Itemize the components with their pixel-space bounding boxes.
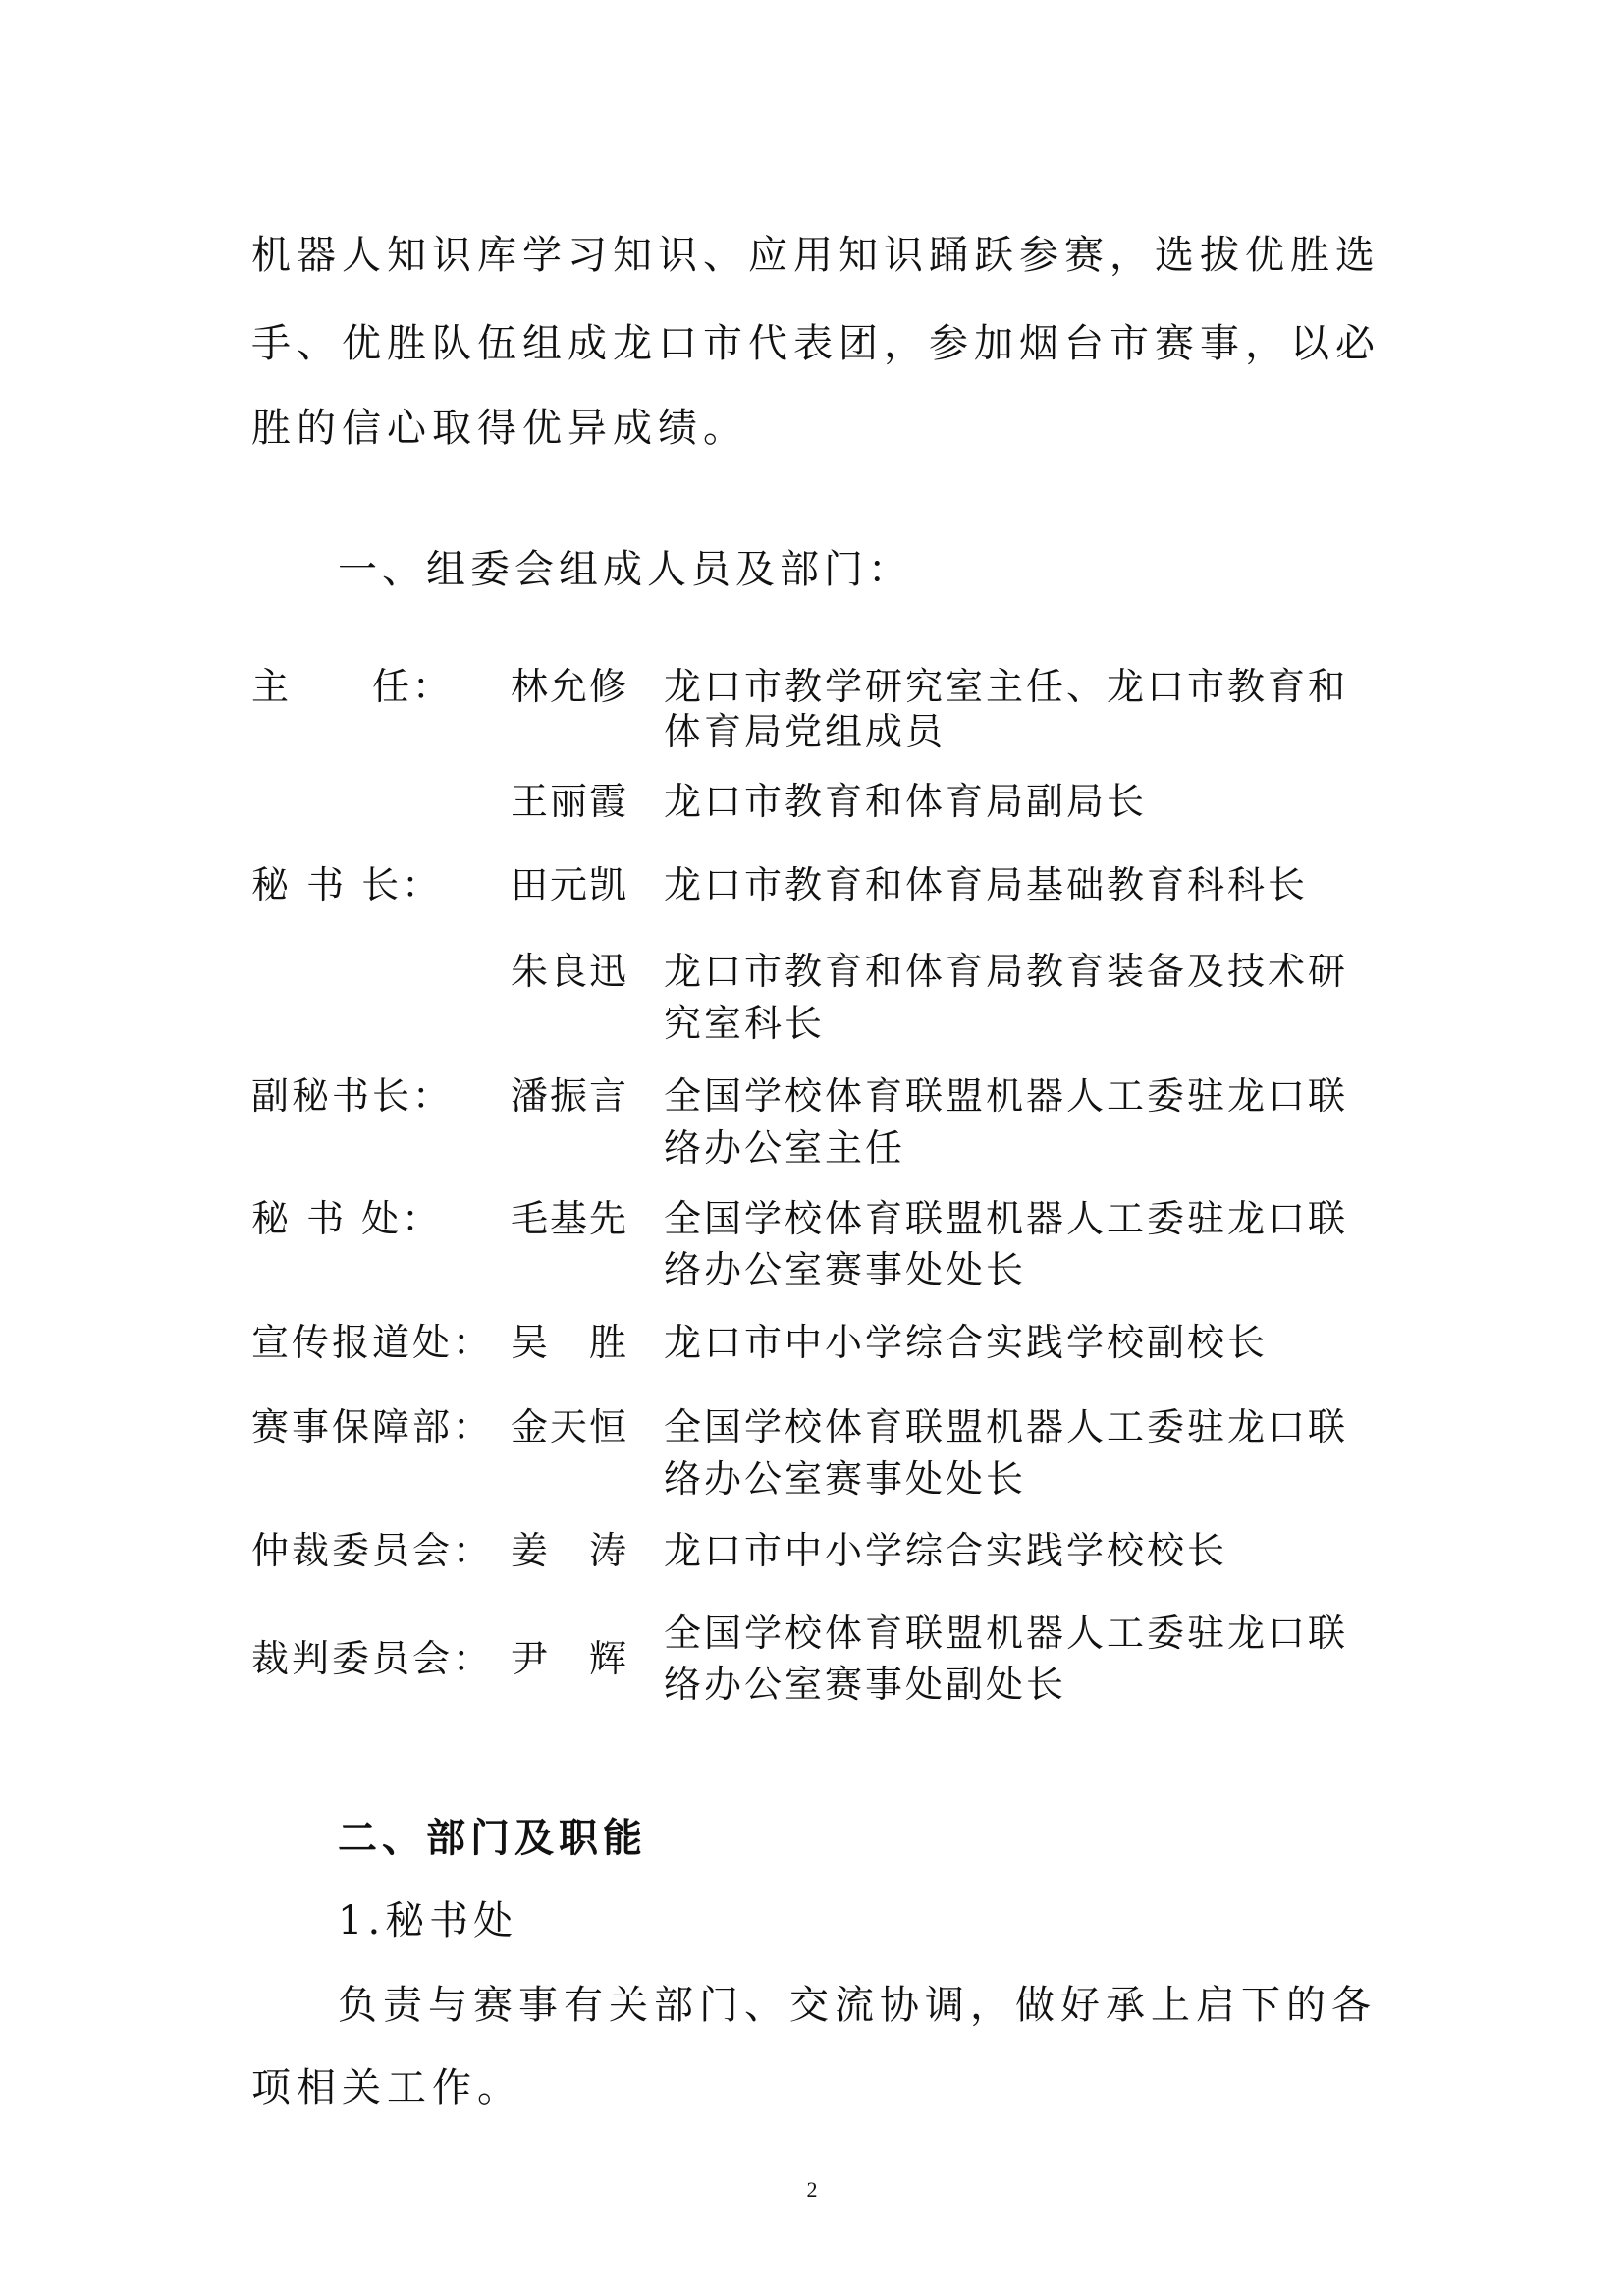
duty-line: 究室科长: [664, 1002, 826, 1045]
intro-line-2: 手、优胜队伍组成龙口市代表团，参加烟台市赛事，以必: [251, 321, 1380, 366]
duty-line: 全国学校体育联盟机器人工委驻龙口联: [664, 1074, 1349, 1118]
role-referee: 裁判委员会：: [251, 1637, 494, 1680]
person-name: 潘振言: [511, 1074, 629, 1118]
duty-line: 龙口市教学研究室主任、龙口市教育和: [664, 665, 1349, 708]
duty-line: 龙口市中小学综合实践学校副校长: [664, 1321, 1269, 1364]
section2-body-line-1: 负责与赛事有关部门、交流协调，做好承上启下的各: [338, 1983, 1377, 2028]
intro-line-1: 机器人知识库学习知识、应用知识踊跃参赛，选拔优胜选: [251, 233, 1380, 278]
person-name: 金天恒: [511, 1405, 629, 1449]
role-secretariat: 秘 书 处：: [251, 1197, 443, 1240]
section2-subheading: 1.秘书处: [338, 1898, 518, 1943]
role-publicity: 宣传报道处：: [251, 1321, 494, 1364]
role-director: 主 任：: [251, 665, 454, 708]
duty-line: 络办公室赛事处处长: [664, 1457, 1027, 1501]
duty-line: 体育局党组成员: [664, 710, 947, 753]
section2-body-line-2: 项相关工作。: [251, 2065, 522, 2110]
role-deputy-secretary-general: 副秘书长：: [251, 1074, 454, 1118]
role-arbitration: 仲裁委员会：: [251, 1529, 494, 1572]
page-number: 2: [806, 2177, 818, 2202]
person-name: 田元凯: [511, 863, 629, 906]
person-name: 吴 胜: [511, 1321, 629, 1364]
person-name: 王丽霞: [511, 780, 629, 823]
role-event-support: 赛事保障部：: [251, 1405, 494, 1449]
section2-heading: 二、部门及职能: [338, 1815, 647, 1861]
duty-line: 络办公室主任: [664, 1126, 906, 1170]
duty-line: 全国学校体育联盟机器人工委驻龙口联: [664, 1197, 1349, 1240]
duty-line: 络办公室赛事处副处长: [664, 1663, 1067, 1706]
duty-line: 龙口市教育和体育局教育装备及技术研: [664, 950, 1349, 993]
person-name: 朱良迅: [511, 950, 629, 993]
person-name: 尹 辉: [511, 1637, 629, 1680]
intro-line-3: 胜的信心取得优异成绩。: [251, 406, 748, 451]
person-name: 林允修: [511, 665, 629, 708]
role-secretary-general: 秘 书 长：: [251, 863, 443, 906]
duty-line: 龙口市中小学综合实践学校校长: [664, 1529, 1228, 1572]
duty-line: 龙口市教育和体育局基础教育科科长: [664, 863, 1309, 906]
person-name: 姜 涛: [511, 1529, 629, 1572]
duty-line: 全国学校体育联盟机器人工委驻龙口联: [664, 1405, 1349, 1449]
section1-heading: 一、组委会组成人员及部门：: [338, 547, 912, 592]
duty-line: 络办公室赛事处处长: [664, 1248, 1027, 1291]
person-name: 毛基先: [511, 1197, 629, 1240]
duty-line: 龙口市教育和体育局副局长: [664, 780, 1148, 823]
duty-line: 全国学校体育联盟机器人工委驻龙口联: [664, 1612, 1349, 1655]
